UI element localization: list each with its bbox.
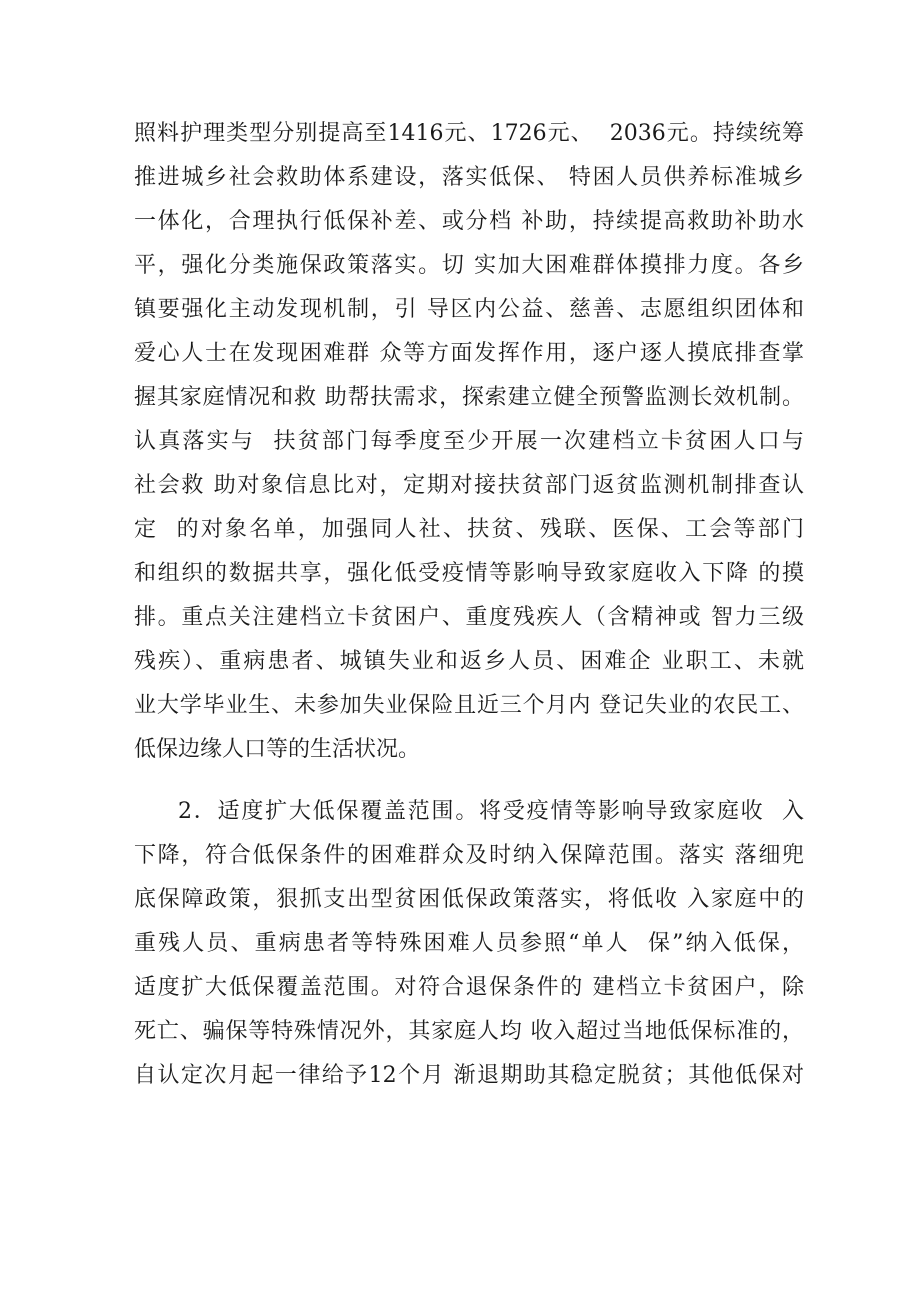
paragraph-2 <box>134 790 804 1098</box>
text-line: 定 的对象名单，加强同人社、扶贫、残联、医保、工会等部门 <box>134 517 804 542</box>
text-line: 低保边缘人口等的生活状况。 <box>134 737 421 762</box>
text-line: 自认定次月起一律给予12个月 渐退期助其稳定脱贫；其他低保对 <box>134 1063 804 1088</box>
text-line: 认真落实与 扶贫部门每季度至少开展一次建档立卡贫困人口与 <box>134 429 804 454</box>
text-line: 照料护理类型分别提高至1416元、1726元、 2036元。持续统筹 <box>134 121 804 146</box>
text-line: 平，强化分类施保政策落实。切 实加大困难群体摸排力度。各乡 <box>134 253 804 278</box>
text-line: 握其家庭情况和救 助帮扶需求，探索建立健全预警监测长效机制。 <box>134 385 804 410</box>
paragraph-spacer <box>134 772 804 790</box>
text-line: 业大学毕业生、未参加失业保险且近三个月内 登记失业的农民工、 <box>134 693 804 718</box>
text-line: 和组织的数据共享，强化低受疫情等影响导致家庭收入下降 的摸 <box>134 561 804 586</box>
text-line: 镇要强化主动发现机制，引 导区内公益、慈善、志愿组织团体和 <box>134 297 804 322</box>
text-line: 底保障政策，狠抓支出型贫困低保政策落实，将低收 入家庭中的 <box>134 887 804 912</box>
text-line: 排。重点关注建档立卡贫困户、重度残疾人（含精神或 智力三级 <box>134 605 804 630</box>
text-line: 爱心人士在发现困难群 众等方面发挥作用，逐户逐人摸底排查掌 <box>134 341 804 366</box>
text-line: 适度扩大低保覆盖范围。对符合退保条件的 建档立卡贫困户，除 <box>134 975 804 1000</box>
text-line: 2．适度扩大低保覆盖范围。将受疫情等影响导致家庭收 入 <box>178 799 804 824</box>
text-line: 残疾）、重病患者、城镇失业和返乡人员、困难企 业职工、未就 <box>134 649 804 674</box>
text-line: 死亡、骗保等特殊情况外，其家庭人均 收入超过当地低保标准的， <box>134 1019 804 1044</box>
document-body <box>134 112 804 1098</box>
text-line: 社会救 助对象信息比对，定期对接扶贫部门返贫监测机制排查认 <box>134 473 804 498</box>
text-line: 重残人员、重病患者等特殊困难人员参照“单人 保”纳入低保， <box>134 931 804 956</box>
text-line: 一体化，合理执行低保补差、或分档 补助，持续提高救助补助水 <box>134 209 804 234</box>
text-line: 推进城乡社会救助体系建设，落实低保、 特困人员供养标准城乡 <box>134 165 804 190</box>
text-line: 下降，符合低保条件的困难群众及时纳入保障范围。落实 落细兜 <box>134 843 804 868</box>
paragraph-1 <box>134 112 804 772</box>
